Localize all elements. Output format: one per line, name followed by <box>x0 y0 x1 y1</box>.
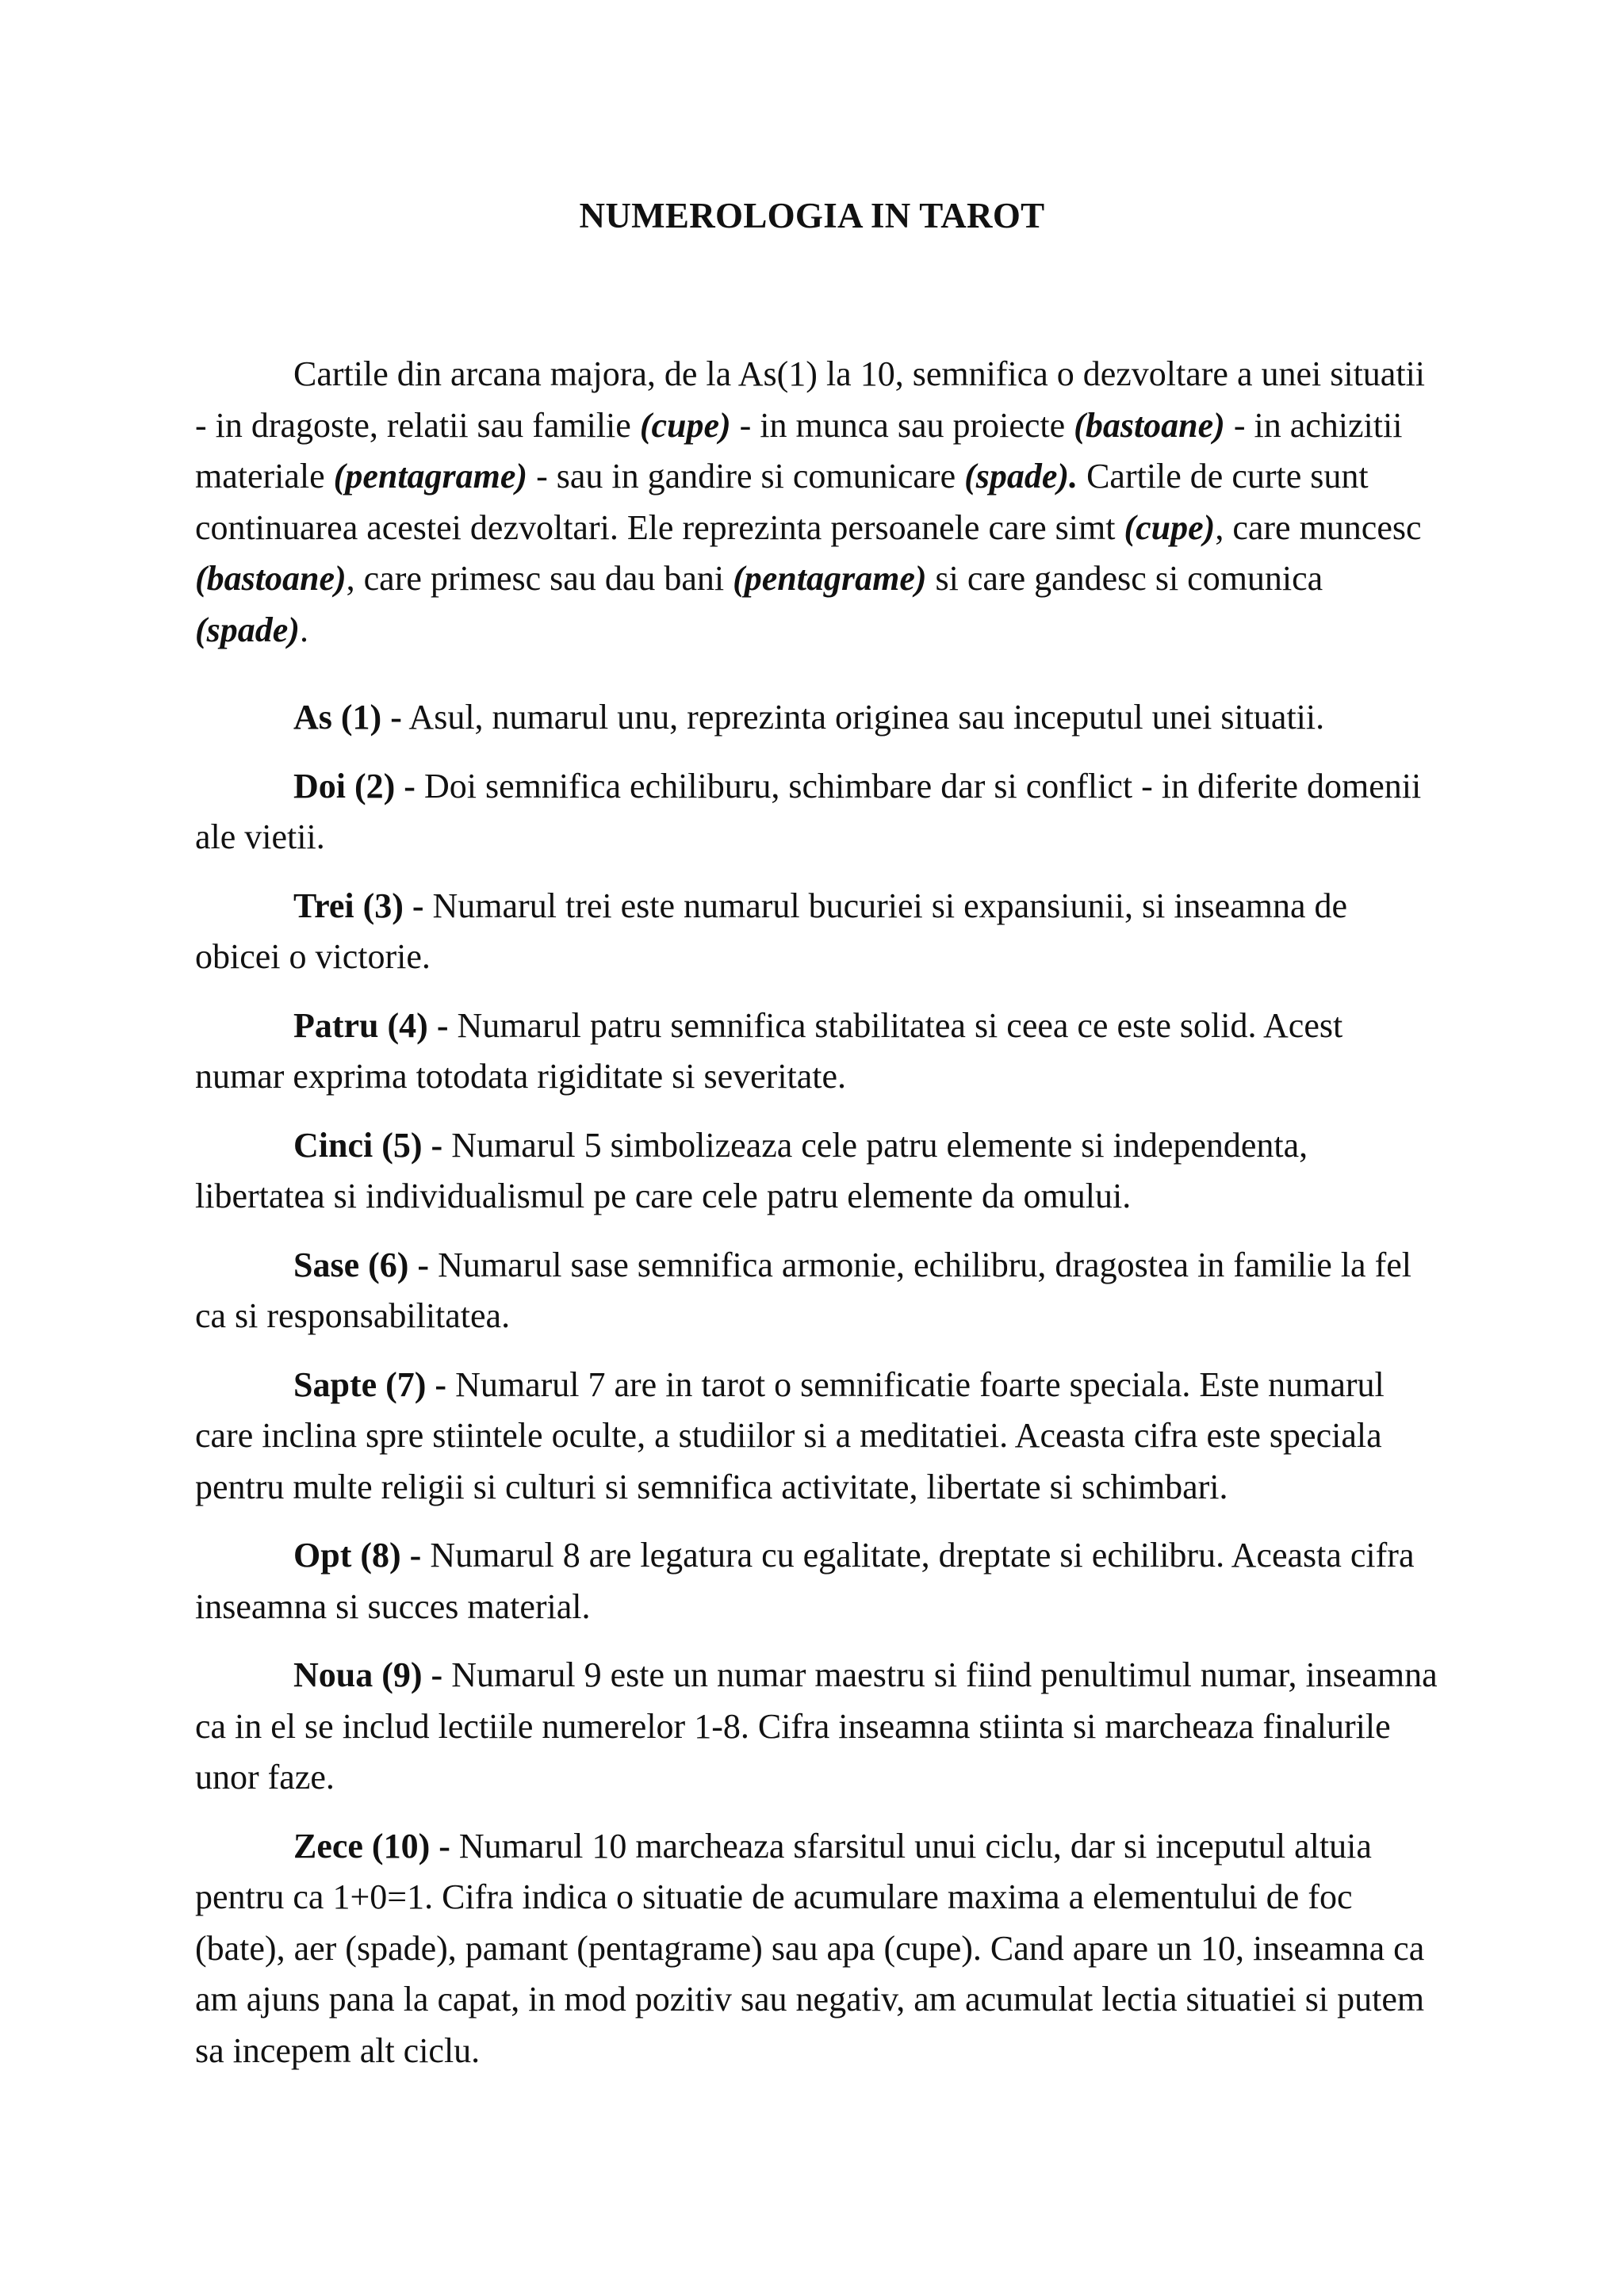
intro-paragraph <box>195 349 1440 656</box>
number-label: Trei (3) - <box>293 886 424 925</box>
number-paragraph-sase <box>195 1240 1440 1342</box>
number-text: Doi semnifica echiliburu, schimbare dar si conflict - in diferite domenii ale vietii. <box>195 766 1422 856</box>
intro-run-emphasis: (bastoane) <box>1074 405 1225 445</box>
intro-run: Cartile de curte sunt continuarea acestei dezvoltari. Ele reprezinta persoanele care simt <box>195 457 1369 547</box>
number-text: Asul, numarul unu, reprezinta originea sau inceputul unei situatii. <box>401 698 1325 737</box>
intro-run-emphasis: (cupe) <box>639 405 731 445</box>
intro-run-emphasis: (spade) <box>195 610 300 649</box>
number-label: As (1) - <box>293 698 402 737</box>
document-body <box>195 349 1440 2094</box>
number-text: Numarul 5 simbolizeaza cele patru elemente si independenta, libertatea si individualismul pe care cele patru elemente da omului. <box>195 1125 1308 1215</box>
number-label: Cinci (5) - <box>293 1125 443 1165</box>
intro-run: si care gandesc si comunica <box>926 559 1323 598</box>
intro-run-emphasis: (pentagrame) <box>733 559 927 598</box>
number-text: Numarul patru semnifica stabilitatea si ceea ce este solid. Acest numar exprima totodata rigiditate si severitate. <box>195 1005 1343 1096</box>
intro-run: - in achizitii materiale <box>195 405 1403 496</box>
intro-run: . <box>299 610 308 649</box>
number-text: Numarul 10 marcheaza sfarsitul unui ciclu, dar si inceputul altuia pentru ca 1+0=1. Cifra indica o situatie de acumulare maxima a elementului de foc (bate), aer (spade), pamant (pentagrame) sau apa (cupe). Cand apare un 10, inseamna ca am ajuns pana la capat, in mod pozitiv sau negativ, am acumulat lectia situatiei si putem sa incepem alt ciclu. <box>195 1826 1425 2070</box>
number-paragraph-opt <box>195 1530 1440 1632</box>
intro-run: Cartile din arcana majora, de la As(1) la 10, semnifica o dezvoltare a unei situatii - in dragoste, relatii sau familie <box>195 354 1426 445</box>
number-label: Sapte (7) - <box>293 1364 447 1404</box>
intro-run: - in munca sau proiecte <box>730 405 1074 445</box>
number-text: Numarul 9 este un numar maestru si fiind penultimul numar, inseamna ca in el se includ lectiile numerelor 1-8. Cifra inseamna stiinta si marcheaza finalurile unor faze. <box>195 1655 1438 1797</box>
number-label: Zece (10) - <box>293 1826 450 1866</box>
intro-run-emphasis: (pentagrame) <box>333 457 528 496</box>
number-text: Numarul 8 are legatura cu egalitate, dreptate si echilibru. Aceasta cifra inseamna si succes material. <box>195 1536 1415 1626</box>
number-label: Doi (2) - <box>293 766 416 806</box>
number-paragraph-cinci <box>195 1120 1440 1223</box>
intro-run-emphasis: (cupe) <box>1124 507 1216 547</box>
number-paragraph-patru <box>195 1001 1440 1103</box>
number-paragraph-doi <box>195 761 1440 863</box>
number-text: Numarul trei este numarul bucuriei si expansiunii, si inseamna de obicei o victorie. <box>195 886 1348 976</box>
number-paragraph-noua <box>195 1650 1440 1804</box>
intro-run-emphasis: (bastoane) <box>195 559 347 598</box>
number-paragraph-zece <box>195 1821 1440 2077</box>
intro-run: - sau in gandire si comunicare <box>527 457 965 496</box>
number-label: Opt (8) - <box>293 1536 422 1575</box>
number-paragraph-as <box>195 692 1440 744</box>
document-title: NUMEROLOGIA IN TAROT <box>579 196 1045 235</box>
intro-run-emphasis: (spade). <box>964 457 1078 496</box>
number-label: Patru (4) - <box>293 1005 449 1045</box>
number-paragraph-trei <box>195 881 1440 983</box>
number-label: Sase (6) - <box>293 1245 430 1284</box>
number-label: Noua (9) - <box>293 1655 443 1694</box>
number-text: Numarul sase semnifica armonie, echilibru, dragostea in familie la fel ca si responsabilitatea. <box>195 1245 1411 1335</box>
intro-run: , care muncesc <box>1215 507 1422 547</box>
intro-run: , care primesc sau dau bani <box>346 559 733 598</box>
number-paragraph-sapte <box>195 1360 1440 1513</box>
number-text: Numarul 7 are in tarot o semnificatie foarte speciala. Este numarul care inclina spre stiintele oculte, a studiilor si a meditatiei. Aceasta cifra este speciala pentru multe religii si culturi si semnifica activitate, libertate si schimbari. <box>195 1364 1385 1506</box>
